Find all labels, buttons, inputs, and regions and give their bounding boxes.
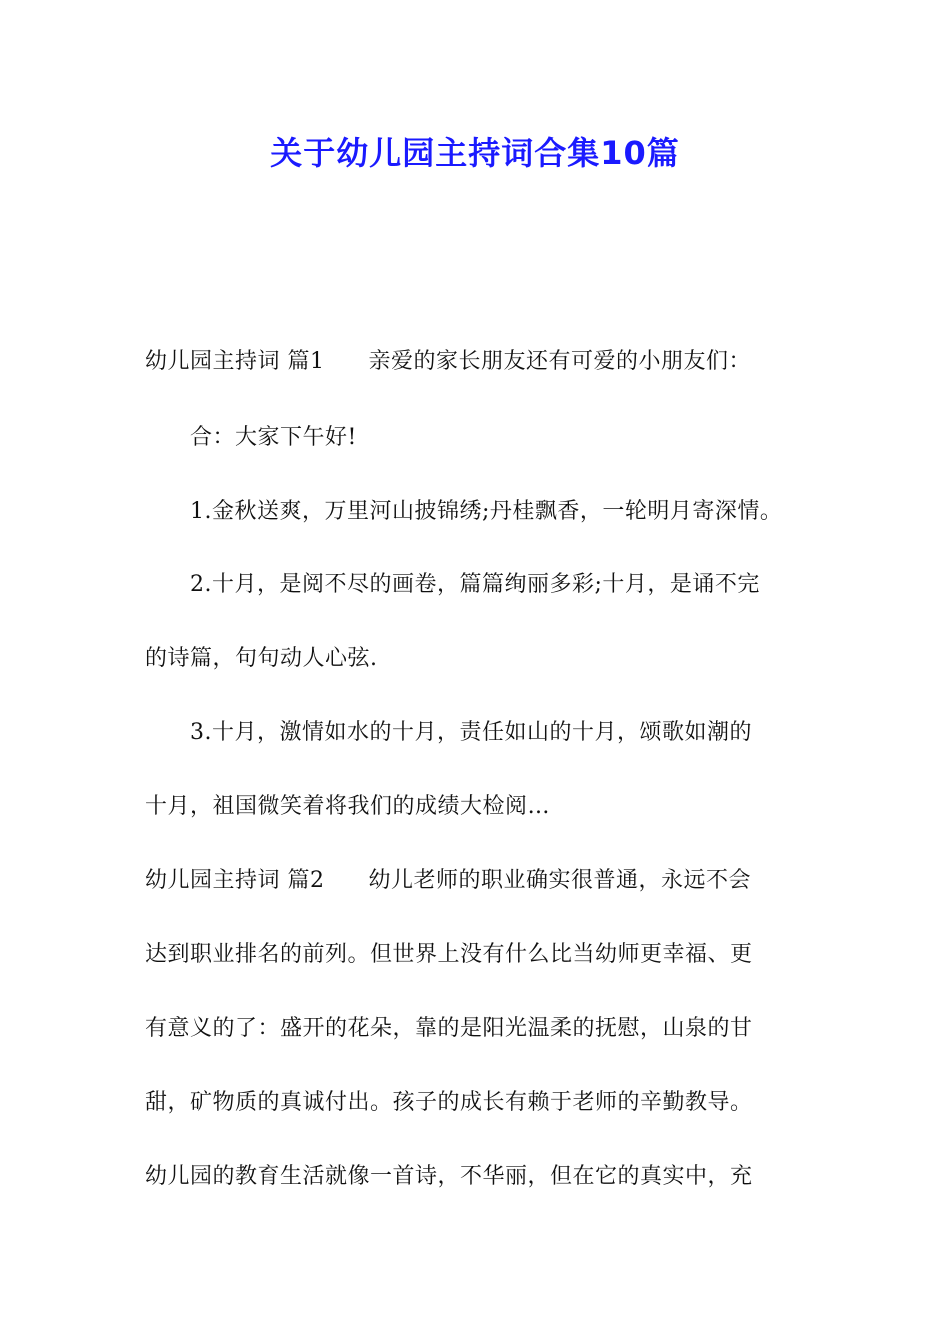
paragraph-line: 达到职业排名的前列。但世界上没有什么比当幼师更幸福、更 bbox=[145, 942, 753, 967]
paragraph-text: 幼儿老师的职业确实很普通，永远不会 bbox=[368, 868, 752, 893]
paragraph-line: 十月，祖国微笑着将我们的成绩大检阅… bbox=[145, 794, 551, 819]
paragraph-text: 亲爱的家长朋友还有可爱的小朋友们： bbox=[368, 349, 752, 374]
section-1-heading-line bbox=[145, 344, 825, 380]
paragraph-line: 合：大家下午好! bbox=[190, 425, 357, 450]
paragraph-line: 1.金秋送爽，万里河山披锦绣;丹桂飘香，一轮明月寄深情。 bbox=[190, 499, 783, 524]
document-title: 关于幼儿园主持词合集10篇 bbox=[270, 134, 680, 172]
paragraph-line: 的诗篇，句句动人心弦. bbox=[145, 646, 378, 671]
paragraph-line: 甜，矿物质的真诚付出。孩子的成长有赖于老师的辛勤教导。 bbox=[145, 1090, 753, 1115]
paragraph-line: 3.十月，激情如水的十月，责任如山的十月，颂歌如潮的 bbox=[190, 720, 752, 745]
paragraph-line: 2.十月，是阅不尽的画卷，篇篇绚丽多彩;十月，是诵不完 bbox=[190, 572, 760, 597]
paragraph-line: 有意义的了：盛开的花朵，靠的是阳光温柔的抚慰，山泉的甘 bbox=[145, 1016, 753, 1041]
section-heading: 幼儿园主持词 篇2 bbox=[145, 868, 325, 893]
section-2-heading-line bbox=[145, 863, 825, 899]
paragraph-line: 幼儿园的教育生活就像一首诗，不华丽，但在它的真实中，充 bbox=[145, 1164, 753, 1189]
section-heading: 幼儿园主持词 篇1 bbox=[145, 349, 325, 374]
